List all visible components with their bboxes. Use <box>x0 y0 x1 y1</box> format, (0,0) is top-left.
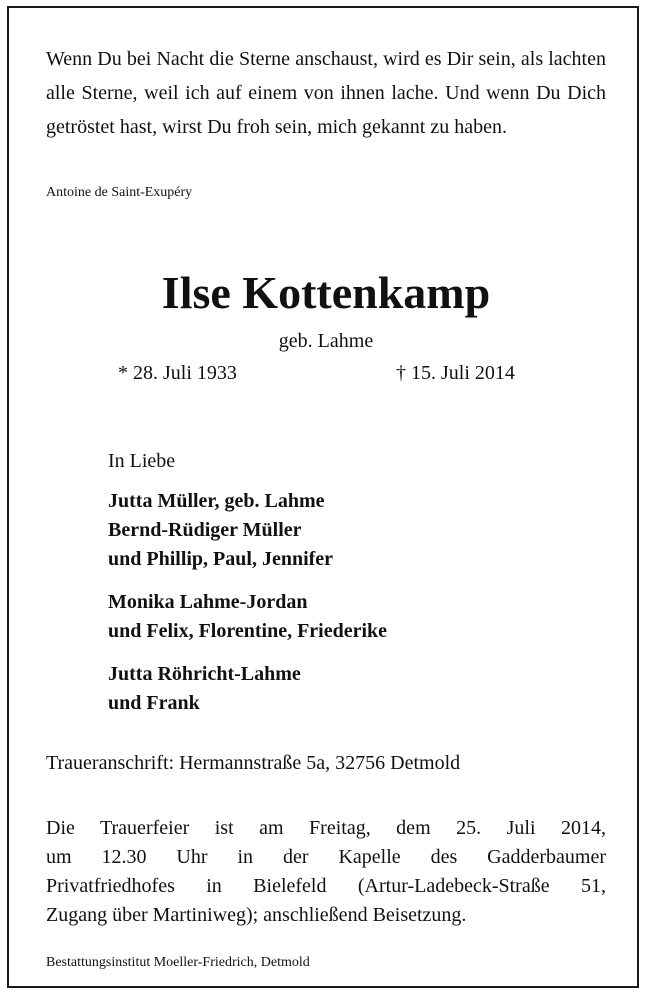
mourner-group <box>108 660 387 718</box>
ceremony-line: Zugang über Martiniweg); anschließend Beisetzung. <box>46 904 467 926</box>
mourner-name: Bernd-Rüdiger Müller <box>108 519 302 541</box>
mourner-group <box>108 588 387 646</box>
mourner-name: Monika Lahme-Jordan <box>108 591 308 613</box>
ceremony-line: Die Trauerfeier ist am Freitag, dem 25. Juli 2014, <box>46 817 606 839</box>
mourners-list <box>108 487 387 732</box>
mourning-address: Traueranschrift: Hermannstraße 5a, 32756 Detmold <box>46 752 461 774</box>
deceased-name: Ilse Kottenkamp <box>161 267 491 318</box>
ceremony-line: um 12.30 Uhr in der Kapelle des Gadderbaumer <box>46 846 606 868</box>
mourner-name: und Frank <box>108 692 200 714</box>
mourner-name: Jutta Müller, geb. Lahme <box>108 490 325 512</box>
maiden-name: geb. Lahme <box>278 330 374 352</box>
death-date: † 15. Juli 2014 <box>396 362 515 384</box>
ceremony-details <box>46 814 606 930</box>
ceremony-line: Privatfriedhofes in Bielefeld (Artur-Ladebeck-Straße 51, <box>46 875 606 897</box>
mourners-intro: In Liebe <box>108 450 176 472</box>
mourner-group <box>108 487 387 574</box>
quote-author: Antoine de Saint-Exupéry <box>46 185 193 200</box>
quote-text: Wenn Du bei Nacht die Sterne anschaust, wird es Dir sein, als lachten alle Sterne, weil ich auf einem von ihnen lache. Und wenn Du Dich getröstet hast, wirst Du froh sein, mich gekannt zu haben. <box>46 48 606 138</box>
funeral-home: Bestattungsinstitut Moeller-Friedrich, Detmold <box>46 955 310 970</box>
mourner-name: und Phillip, Paul, Jennifer <box>108 548 334 570</box>
mourner-name: Jutta Röhricht-Lahme <box>108 663 301 685</box>
birth-date: * 28. Juli 1933 <box>118 362 237 384</box>
mourner-name: und Felix, Florentine, Friederike <box>108 620 388 642</box>
